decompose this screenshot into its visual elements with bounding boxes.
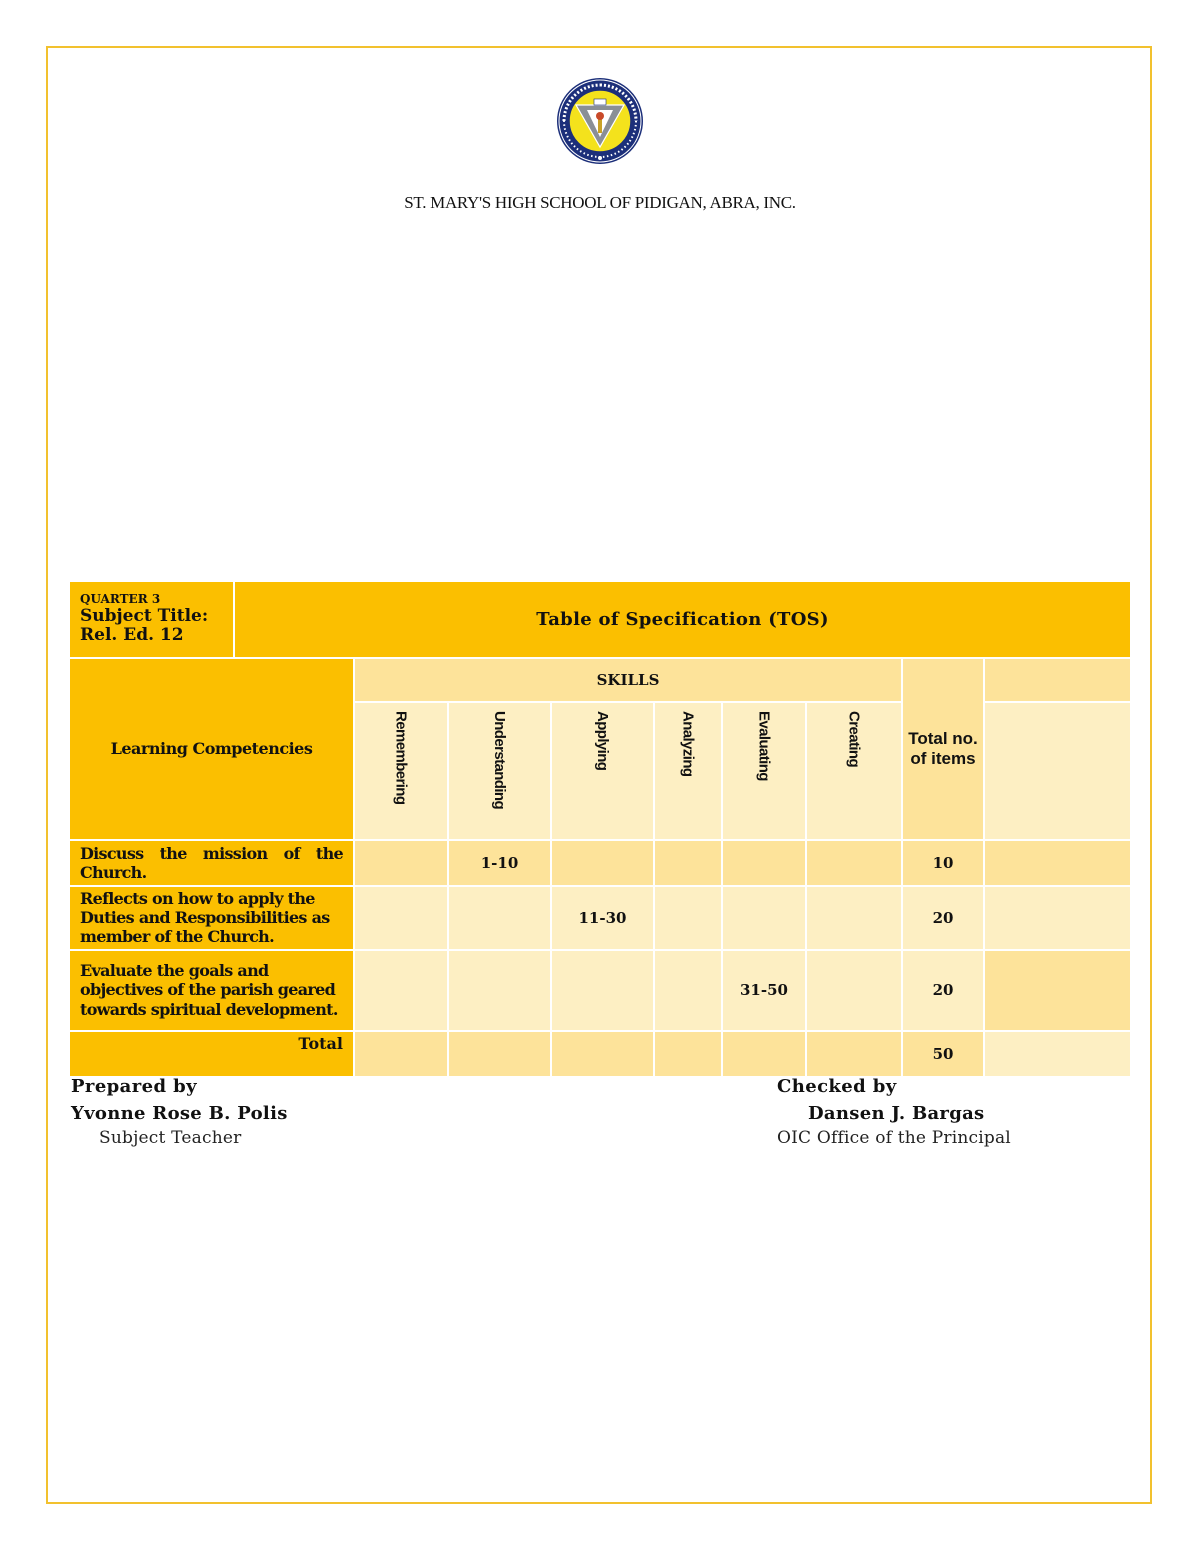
skill-analyzing-header: Analyzing (654, 702, 722, 840)
blank-header-cell (984, 658, 1130, 702)
skills-header: SKILLS (354, 658, 902, 702)
item-range-cell: 1-10 (448, 840, 551, 886)
quarter-label: QUARTER 3 (80, 592, 161, 607)
tos-title: Table of Specification (TOS) (234, 582, 1130, 658)
skill-evaluating-header: Evaluating (722, 702, 806, 840)
table-row (70, 886, 1130, 950)
school-name: ST. MARY'S HIGH SCHOOL OF PIDIGAN, ABRA, INC. (404, 193, 796, 212)
prepared-by-label: Prepared by (71, 1076, 197, 1097)
checked-by-name: Dansen J. Bargas (808, 1103, 985, 1124)
competency-cell: Discuss the mission of the Church. (70, 840, 354, 886)
skill-remembering-header: Remembering (354, 702, 448, 840)
total-row (70, 1031, 1130, 1076)
competency-cell: Evaluate the goals and objectives of the parish geared towards spiritual development. (70, 950, 354, 1031)
checked-by-role: OIC Office of the Principal (777, 1128, 1011, 1148)
blank-subheader-cell (984, 702, 1130, 840)
tos-table (70, 582, 1130, 1076)
prepared-by-block (71, 1076, 288, 1148)
row-total-cell: 20 (902, 950, 984, 1031)
grand-total-cell: 50 (902, 1031, 984, 1076)
skill-understanding-header: Understanding (448, 702, 551, 840)
subject-value: Rel. Ed. 12 (80, 625, 184, 646)
item-range-cell: 31-50 (722, 950, 806, 1031)
row-total-cell: 20 (902, 886, 984, 950)
school-seal-logo (556, 77, 644, 165)
table-row (70, 950, 1130, 1031)
subject-title-label: Subject Title: (80, 605, 209, 626)
total-label: Total (70, 1031, 354, 1076)
checked-by-block (777, 1076, 1011, 1148)
skill-creating-header: Creating (806, 702, 902, 840)
prepared-by-name: Yvonne Rose B. Polis (71, 1103, 288, 1124)
competency-cell: Reflects on how to apply the Duties and Responsibilities as member of the Church. (70, 886, 354, 950)
row-total-cell: 10 (902, 840, 984, 886)
skill-applying-header: Applying (551, 702, 654, 840)
total-items-header: Total no. of items (902, 658, 984, 840)
checked-by-label: Checked by (777, 1076, 897, 1097)
learning-competencies-header: Learning Competencies (70, 658, 354, 840)
subject-info-cell (70, 582, 234, 658)
item-range-cell: 11-30 (551, 886, 654, 950)
prepared-by-role: Subject Teacher (99, 1128, 242, 1148)
table-row (70, 840, 1130, 886)
